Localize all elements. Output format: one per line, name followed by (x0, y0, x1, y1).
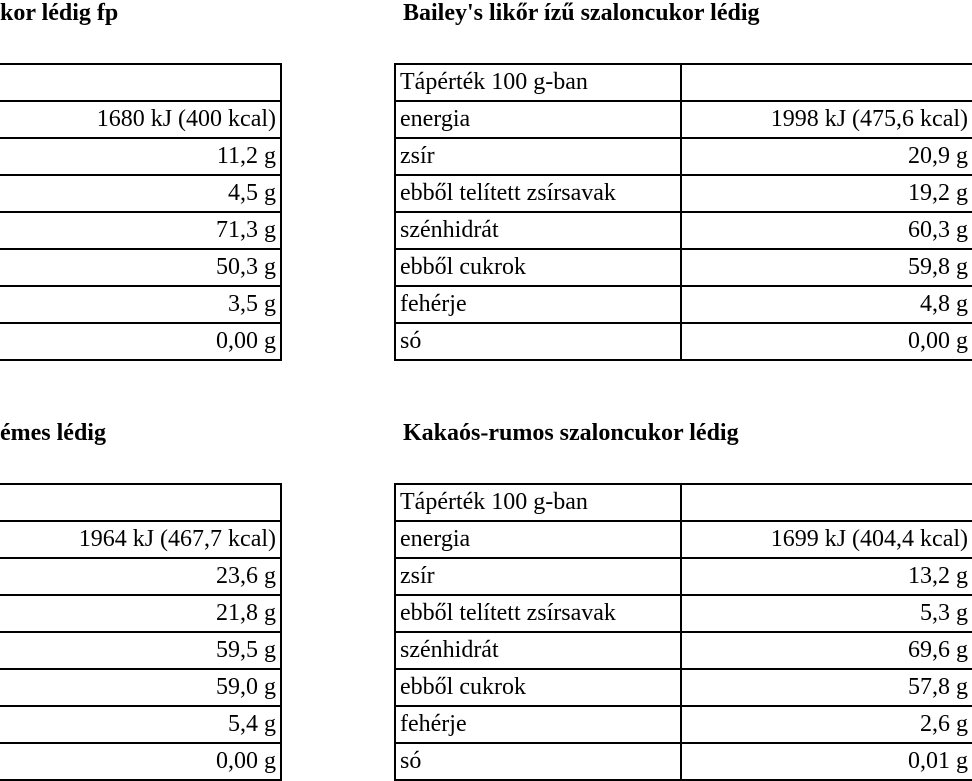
nutrient-value: 2,6 g (681, 706, 972, 743)
value-cell: 59,5 g (0, 632, 281, 669)
table-row (0, 743, 281, 780)
header-value-cell (681, 64, 972, 101)
left-product-title: émes lédig (0, 420, 106, 446)
table-row (395, 249, 972, 286)
nutrient-value: 4,8 g (681, 286, 972, 323)
table-row (395, 706, 972, 743)
nutrient-value: 60,3 g (681, 212, 972, 249)
table-row (0, 632, 281, 669)
nutrient-label: só (395, 743, 681, 780)
table-row (395, 101, 972, 138)
value-cell: 71,3 g (0, 212, 281, 249)
table-row (0, 138, 281, 175)
table-row (395, 212, 972, 249)
table-row (395, 138, 972, 175)
left-nutrition-table (0, 63, 282, 361)
table-row (0, 101, 281, 138)
table-row (0, 212, 281, 249)
nutrient-label: ebből cukrok (395, 249, 681, 286)
table-row (0, 595, 281, 632)
nutrient-value: 57,8 g (681, 669, 972, 706)
value-cell: 1680 kJ (400 kcal) (0, 101, 281, 138)
value-cell: 0,00 g (0, 323, 281, 360)
nutrient-label: fehérje (395, 706, 681, 743)
right-nutrition-table (394, 483, 972, 781)
value-cell: 5,4 g (0, 706, 281, 743)
value-cell: 1964 kJ (467,7 kcal) (0, 521, 281, 558)
nutrient-value: 1699 kJ (404,4 kcal) (681, 521, 972, 558)
left-product-title: kor lédig fp (0, 0, 119, 26)
nutrient-value: 20,9 g (681, 138, 972, 175)
table-row (0, 249, 281, 286)
table-row (0, 64, 281, 101)
nutrient-label: fehérje (395, 286, 681, 323)
table-row (0, 484, 281, 521)
table-row (0, 323, 281, 360)
table-row (0, 521, 281, 558)
table-row (395, 521, 972, 558)
nutrient-value: 5,3 g (681, 595, 972, 632)
right-nutrition-table (394, 63, 972, 361)
value-cell: 59,0 g (0, 669, 281, 706)
table-row (0, 669, 281, 706)
table-row (0, 706, 281, 743)
right-product-title: Kakaós-rumos szaloncukor lédig (403, 420, 739, 446)
table-row (0, 175, 281, 212)
nutrient-label: ebből cukrok (395, 669, 681, 706)
nutrient-value: 13,2 g (681, 558, 972, 595)
nutrient-label: zsír (395, 558, 681, 595)
value-cell: 21,8 g (0, 595, 281, 632)
nutrient-value: 1998 kJ (475,6 kcal) (681, 101, 972, 138)
nutrient-value: 0,00 g (681, 323, 972, 360)
nutrient-label: szénhidrát (395, 632, 681, 669)
nutrient-label: só (395, 323, 681, 360)
value-cell: 3,5 g (0, 286, 281, 323)
table-row (395, 632, 972, 669)
nutrition-header: Tápérték 100 g-ban (395, 64, 681, 101)
value-cell: 23,6 g (0, 558, 281, 595)
right-product-title: Bailey's likőr ízű szaloncukor lédig (403, 0, 760, 26)
value-cell: 0,00 g (0, 743, 281, 780)
nutrition-header: Tápérték 100 g-ban (395, 484, 681, 521)
nutrient-label: szénhidrát (395, 212, 681, 249)
table-row (0, 558, 281, 595)
table-header-row (395, 484, 972, 521)
table-row (395, 669, 972, 706)
nutrient-value: 19,2 g (681, 175, 972, 212)
table-row (395, 175, 972, 212)
header-cell (0, 484, 281, 521)
table-row (395, 558, 972, 595)
nutrient-label: energia (395, 521, 681, 558)
value-cell: 4,5 g (0, 175, 281, 212)
table-row (0, 286, 281, 323)
nutrient-value: 69,6 g (681, 632, 972, 669)
value-cell: 50,3 g (0, 249, 281, 286)
header-cell (0, 64, 281, 101)
table-header-row (395, 64, 972, 101)
nutrient-value: 0,01 g (681, 743, 972, 780)
header-value-cell (681, 484, 972, 521)
table-row (395, 595, 972, 632)
nutrient-label: ebből telített zsírsavak (395, 595, 681, 632)
nutrient-value: 59,8 g (681, 249, 972, 286)
table-row (395, 743, 972, 780)
nutrient-label: zsír (395, 138, 681, 175)
nutrient-label: ebből telített zsírsavak (395, 175, 681, 212)
value-cell: 11,2 g (0, 138, 281, 175)
table-row (395, 286, 972, 323)
left-nutrition-table (0, 483, 282, 781)
nutrient-label: energia (395, 101, 681, 138)
table-row (395, 323, 972, 360)
